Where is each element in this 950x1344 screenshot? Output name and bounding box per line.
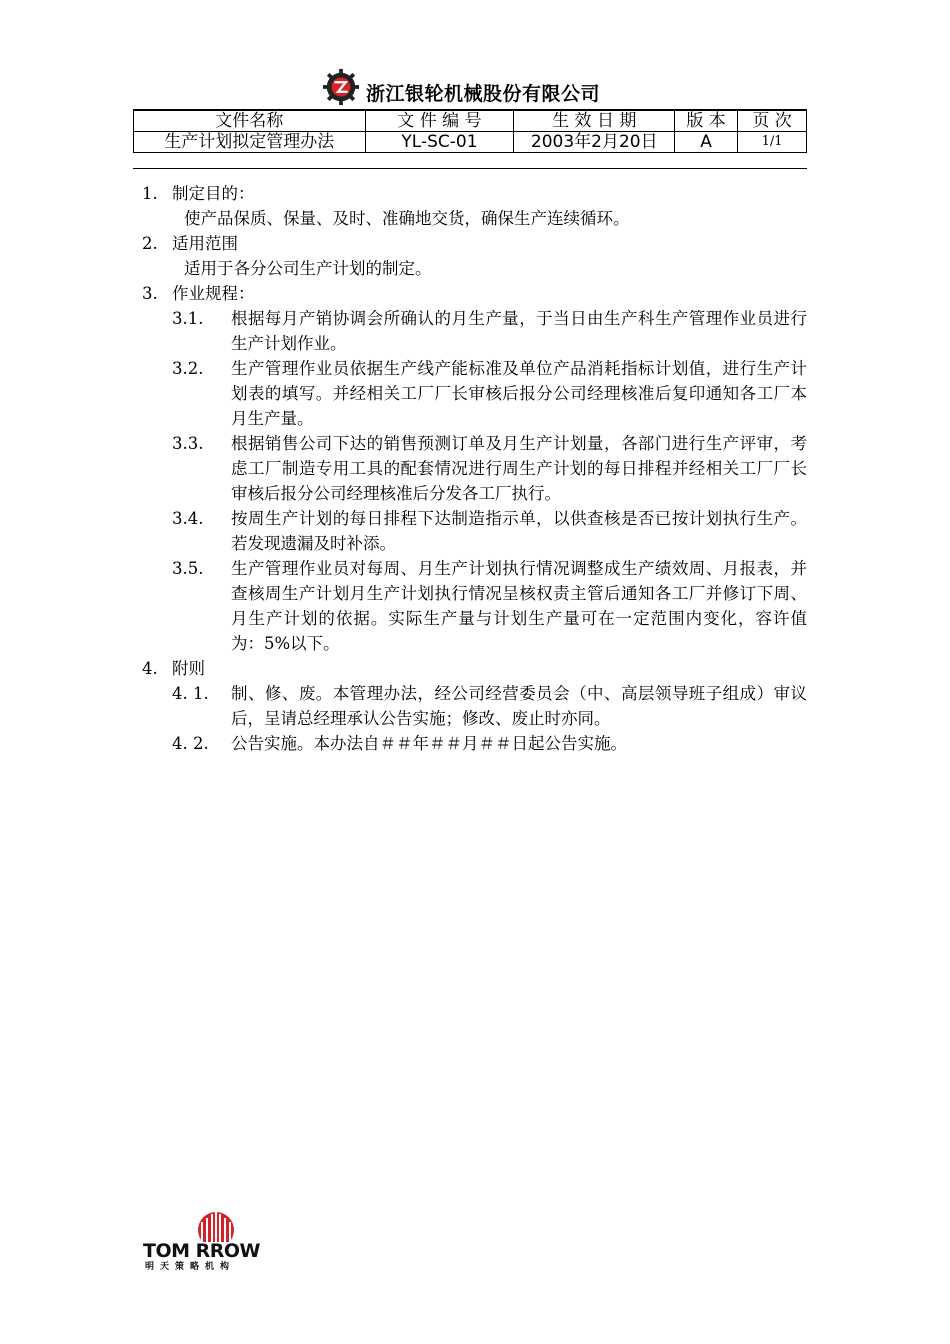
list-item bbox=[142, 681, 807, 731]
version-value: A bbox=[675, 132, 738, 153]
col-file-name: 文件名称 bbox=[134, 110, 366, 132]
item-text: 按周生产计划的每日排程下达制造指示单，以供查核是否已按计划执行生产。若发现遗漏及时补添。 bbox=[231, 509, 807, 553]
company-name: 浙江银轮机械股份有限公司 bbox=[366, 82, 601, 105]
info-header-row bbox=[134, 110, 807, 132]
item-text: 制、修、废。本管理办法，经公司经营委员会（中、高层领导班子组成）审议后，呈请总经理承认公告实施；修改、废止时亦同。 bbox=[231, 684, 807, 728]
section-text: 使产品保质、保量、及时、准确地交货，确保生产连续循环。 bbox=[184, 209, 630, 228]
list-item bbox=[142, 556, 807, 656]
list-item bbox=[142, 431, 807, 506]
section-title: 制定目的： bbox=[172, 184, 255, 203]
section-text: 适用于各分公司生产计划的制定。 bbox=[184, 259, 432, 278]
section-number: 2. bbox=[142, 234, 158, 253]
list-item bbox=[142, 356, 807, 431]
header-divider bbox=[133, 168, 807, 169]
item-number: 3.3. bbox=[172, 434, 204, 453]
item-text: 生产管理作业员对每周、月生产计划执行情况调整成生产绩效周、月报表，并查核周生产计划月生产计划执行情况呈核权责主管后通知各工厂并修订下周、月生产计划的依据。实际生产量与计划生产量可在一定范围内变化，容许值为：5%以下。 bbox=[231, 559, 807, 653]
item-number: 4. 2. bbox=[172, 734, 209, 753]
footer-logo-word: TOM RROW bbox=[143, 1240, 261, 1262]
section-number: 4. bbox=[142, 659, 158, 678]
file-number-value: YL-SC-01 bbox=[365, 132, 514, 153]
company-header bbox=[322, 66, 600, 108]
info-value-row bbox=[134, 132, 807, 153]
item-text: 生产管理作业员依据生产线产能标准及单位产品消耗指标计划值，进行生产计划表的填写。并经相关工厂厂长审核后报分公司经理核准后复印通知各工厂本月生产量。 bbox=[231, 359, 807, 428]
section-title: 适用范围 bbox=[172, 234, 238, 253]
list-item bbox=[142, 306, 807, 356]
item-number: 3.2. bbox=[172, 359, 204, 378]
item-text: 根据销售公司下达的销售预测订单及月生产计划量，各部门进行生产评审，考虑工厂制造专用工具的配套情况进行周生产计划的每日排程并经相关工厂厂长审核后报分公司经理核准后分发各工厂执行。 bbox=[231, 434, 807, 503]
footer-logo bbox=[143, 1208, 303, 1272]
col-file-number: 文 件 编 号 bbox=[365, 110, 514, 132]
item-text: 根据每月产销协调会所确认的月生产量，于当日由生产科生产管理作业员进行生产计划作业。 bbox=[231, 309, 807, 353]
item-number: 3.1. bbox=[172, 309, 204, 328]
section-title: 作业规程： bbox=[172, 284, 255, 303]
list-item bbox=[142, 731, 807, 756]
document-info-table bbox=[133, 109, 807, 153]
col-effective-date: 生 效 日 期 bbox=[514, 110, 675, 132]
section-scope bbox=[142, 231, 807, 281]
section-number: 1. bbox=[142, 184, 158, 203]
file-name-value: 生产计划拟定管理办法 bbox=[134, 132, 366, 153]
page-value: 1/1 bbox=[738, 132, 807, 153]
list-item bbox=[142, 506, 807, 556]
footer-logo-subtitle: 明天策略机构 bbox=[145, 1262, 236, 1272]
col-version: 版 本 bbox=[675, 110, 738, 132]
item-text: 公告实施。本办法自＃＃年＃＃月＃＃日起公告实施。 bbox=[231, 734, 627, 753]
section-procedure bbox=[142, 281, 807, 656]
document-body bbox=[142, 181, 807, 756]
section-title: 附则 bbox=[172, 659, 205, 678]
section-purpose bbox=[142, 181, 807, 231]
effective-date-value: 2003年2月20日 bbox=[514, 132, 675, 153]
section-number: 3. bbox=[142, 284, 158, 303]
section-supplementary bbox=[142, 656, 807, 756]
item-number: 3.4. bbox=[172, 509, 204, 528]
item-number: 3.5. bbox=[172, 559, 204, 578]
item-number: 4. 1. bbox=[172, 684, 209, 703]
tomorrow-skyline-icon bbox=[191, 1208, 241, 1242]
company-logo-icon bbox=[322, 68, 360, 106]
col-page: 页 次 bbox=[738, 110, 807, 132]
